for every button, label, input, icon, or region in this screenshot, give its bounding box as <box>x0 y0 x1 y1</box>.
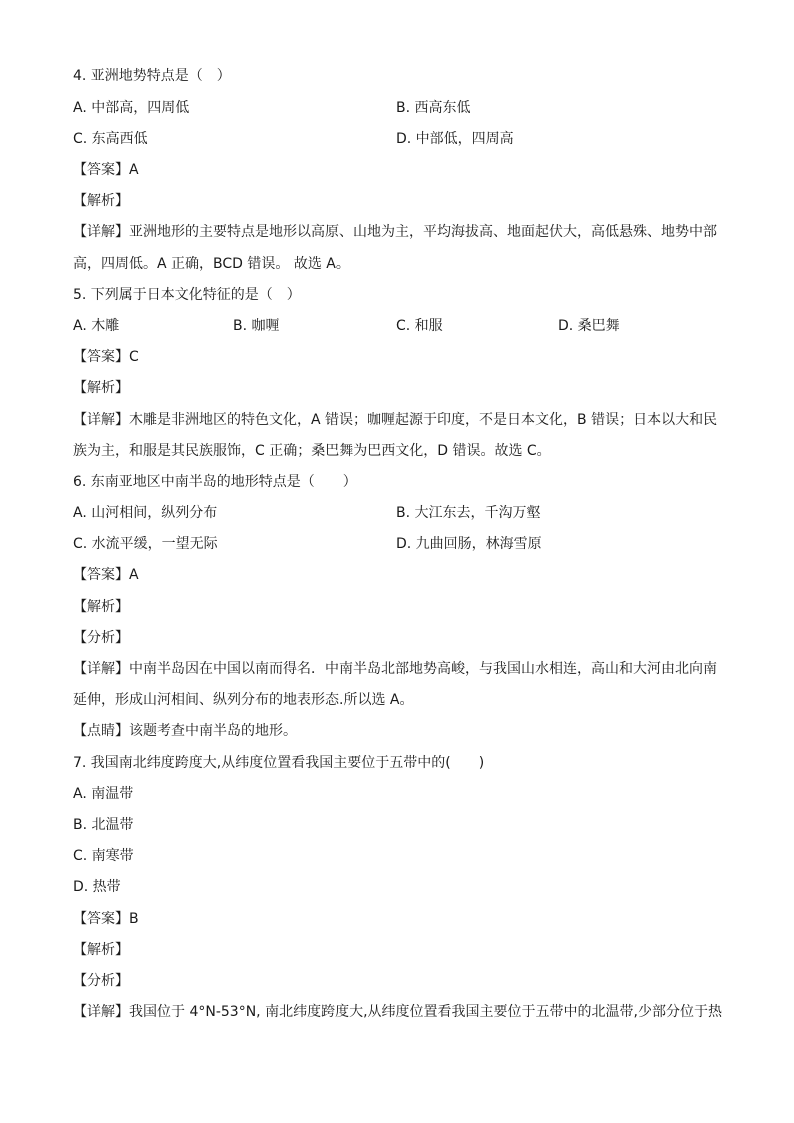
q5-stem: 5. 下列属于日本文化特征的是（ ） <box>73 287 301 303</box>
q5-option-b: B. 咖喱 <box>233 318 280 334</box>
q6-option-a: A. 山河相间，纵列分布 <box>73 505 218 521</box>
q7-option-b: B. 北温带 <box>73 817 134 833</box>
q6-detail: 【详解】中南半岛因在中国以南而得名．中南半岛北部地势高峻，与我国山水相连，高山和大河由北向南 <box>73 661 717 677</box>
q7-fenxi-label: 【分析】 <box>73 973 129 989</box>
q4-option-c: C. 东高西低 <box>73 131 148 147</box>
q5-analysis-label: 【解析】 <box>73 380 129 396</box>
q4-stem: 4. 亚洲地势特点是（ ） <box>73 68 231 84</box>
q4-detail: 【详解】亚洲地形的主要特点是地形以高原、山地为主，平均海拔高、地面起伏大，高低悬殊、地势中部 <box>73 224 717 240</box>
q5-option-a: A. 木雕 <box>73 318 120 334</box>
q4-option-b: B. 西高东低 <box>396 100 471 116</box>
q5-option-d: D. 桑巴舞 <box>558 318 620 334</box>
q7-stem: 7. 我国南北纬度跨度大,从纬度位置看我国主要位于五带中的( ) <box>73 755 485 771</box>
q7-option-d: D. 热带 <box>73 879 121 895</box>
q7-detail: 【详解】我国位于 4°N-53°N, 南北纬度跨度大,从纬度位置看我国主要位于五带中的北温带,少部分位于热 <box>73 1004 722 1020</box>
q6-fenxi-label: 【分析】 <box>73 630 129 646</box>
q6-answer: 【答案】A <box>73 567 139 583</box>
q6-option-c: C. 水流平缓，一望无际 <box>73 536 218 552</box>
q7-answer: 【答案】B <box>73 911 139 927</box>
q4-option-a: A. 中部高，四周低 <box>73 100 190 116</box>
q7-analysis-label: 【解析】 <box>73 942 129 958</box>
q5-option-c: C. 和服 <box>396 318 443 334</box>
q4-answer: 【答案】A <box>73 162 139 178</box>
q6-dianjing: 【点睛】该题考查中南半岛的地形。 <box>73 723 297 739</box>
q6-analysis-label: 【解析】 <box>73 599 129 615</box>
q6-detail-cont: 延伸，形成山河相间、纵列分布的地表形态.所以选 A。 <box>73 692 414 708</box>
q6-stem: 6. 东南亚地区中南半岛的地形特点是（ ） <box>73 474 357 490</box>
q7-option-a: A. 南温带 <box>73 786 134 802</box>
q5-detail: 【详解】木雕是非洲地区的特色文化，A 错误；咖喱起源于印度，不是日本文化，B 错误；日本以大和民 <box>73 412 718 428</box>
q7-option-c: C. 南寒带 <box>73 848 134 864</box>
q5-answer: 【答案】C <box>73 349 139 365</box>
q4-detail-cont: 高，四周低。A 正确，BCD 错误。 故选 A。 <box>73 256 350 272</box>
q4-option-d: D. 中部低，四周高 <box>396 131 514 147</box>
q4-analysis-label: 【解析】 <box>73 193 129 209</box>
q6-option-b: B. 大江东去，千沟万壑 <box>396 505 541 521</box>
q5-detail-cont: 族为主，和服是其民族服饰，C 正确；桑巴舞为巴西文化，D 错误。故选 C。 <box>73 443 551 459</box>
q6-option-d: D. 九曲回肠，林海雪原 <box>396 536 542 552</box>
